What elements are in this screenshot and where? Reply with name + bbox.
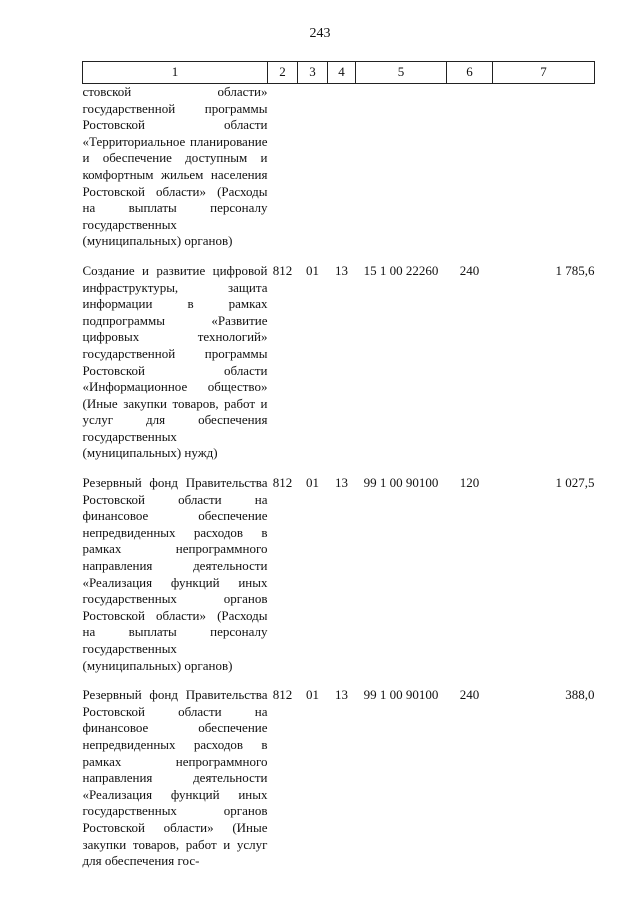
- row-amount: 1 785,6: [555, 262, 595, 278]
- column-header-4: 4: [328, 62, 356, 84]
- row-description: Резервный фонд Правительства Ростовской области на финансовое обеспечение непредвиденных расходов в рамках непрограммного направления деятельности «Реализация функций иных государственных органов Ростовской области» (Иные закупки товаров, работ и услуг для обеспечения гос-: [82, 687, 268, 869]
- row-amount: 388,0: [565, 687, 595, 703]
- row-pr: 13: [335, 475, 348, 491]
- column-header-6: 6: [447, 62, 493, 84]
- row-csr: [356, 84, 447, 250]
- row-description: Создание и развитие цифровой инфраструктуры, защита информации в рамках подпрограммы «Развитие цифровых технологий» государственной программы Ростовской области «Информационное общество» (Иные закупки товаров, работ и услуг для обеспечения государственных (муниципальных) нужд): [82, 262, 268, 461]
- row-amount: 1 027,5: [555, 475, 595, 491]
- row-pr: [328, 84, 356, 250]
- row-ved: 812: [272, 687, 293, 703]
- row-ved: [268, 84, 298, 250]
- table-row: [83, 462, 595, 674]
- column-header-1: 1: [83, 62, 268, 84]
- row-rz: 01: [306, 262, 319, 278]
- row-csr: 99 1 00 90100: [363, 687, 439, 703]
- budget-table: [82, 61, 595, 870]
- column-header-7: 7: [493, 62, 595, 84]
- row-pr: 13: [335, 262, 348, 278]
- row-ved: 812: [272, 475, 293, 491]
- column-header-2: 2: [268, 62, 298, 84]
- table-row: [83, 674, 595, 870]
- row-vr: [447, 84, 493, 250]
- column-header-5: 5: [356, 62, 447, 84]
- row-amount: [493, 84, 595, 250]
- column-header-3: 3: [298, 62, 328, 84]
- row-vr: 240: [459, 262, 480, 278]
- row-description: стовской области» государственной программы Ростовской области «Территориальное планирование и обеспечение доступным и комфортным жильем населения Ростовской области» (Расходы на выплаты персоналу государственных (муниципальных) органов): [82, 84, 268, 249]
- row-vr: 120: [459, 475, 480, 491]
- row-pr: 13: [335, 687, 348, 703]
- row-description: Резервный фонд Правительства Ростовской области на финансовое обеспечение непредвиденных расходов в рамках непрограммного направления деятельности «Реализация функций иных государственных органов Ростовской области» (Расходы на выплаты персоналу государственных (муниципальных) органов): [82, 475, 268, 673]
- table-row: [83, 84, 595, 250]
- row-rz: 01: [306, 475, 319, 491]
- row-csr: 99 1 00 90100: [363, 475, 439, 491]
- row-vr: 240: [459, 687, 480, 703]
- row-csr: 15 1 00 22260: [363, 262, 439, 278]
- row-rz: [298, 84, 328, 250]
- table-header: [83, 62, 595, 84]
- row-rz: 01: [306, 687, 319, 703]
- table-row: [83, 250, 595, 462]
- page-number: 243: [309, 26, 331, 41]
- row-ved: 812: [272, 262, 293, 278]
